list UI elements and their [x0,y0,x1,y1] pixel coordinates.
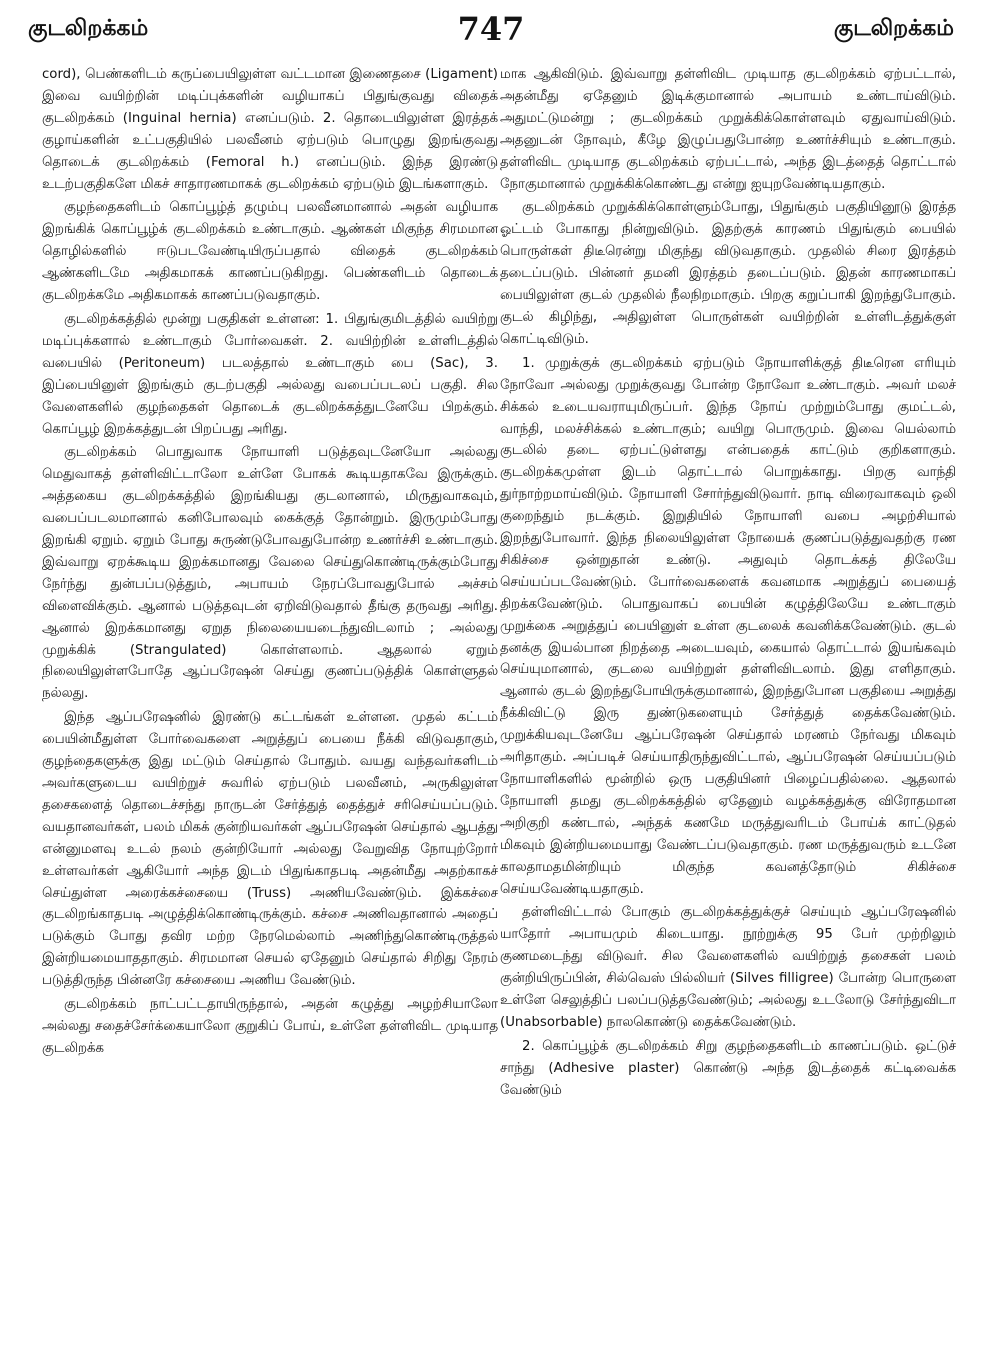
page-number: 747 [457,10,525,48]
paragraph: 1. முறுக்குக் குடலிறக்கம் ஏற்படும் நோயாளிக்குத் திடீரென எரியும் நோவோ அல்லது முறுக்குவது போன்ற நோவோ உண்டாகும். அவர் மலச் சிக்கல் உடையவராயுமிருப்பர். இந்த நோய் முற்றும்போது குமட்டல், வாந்தி, மலச்சிக்கல் உண்டாகும்; வயிறு பொருமும். இவை யெல்லாம் குடலில் தடை ஏற்பட்டுள்ளது என்பதைக் காட்டும் குறிகளாகும். குடலிறக்கமுள்ள இடம் தொட்டால் பொறுக்காது. பிறகு வாந்தி துர்நாற்றமாய்விடும். நோயாளி சோர்ந்துவிடுவார். நாடி விரைவாகவும் ஒலி குறைந்தும் நடக்கும். இறுதியில் நோயாளி வபை அழற்சியால் இறந்துபோவார். இந்த நிலையிலுள்ள நோயைக் குணப்படுத்துவதற்கு ரண சிகிச்சை ஒன்றுதான் உண்டு. அதுவும் தொடக்கத் திலேயே செய்யப்படவேண்டும். போர்வைகளைக் கவனமாக அறுத்துப் பையைத் திறக்கவேண்டும். பொதுவாகப் பையின் கழுத்திலேயே உண்டாகும் முறுக்கை அறுத்துப் பையினுள் உள்ள குடலைக் கவனிக்கவேண்டும். குடல் தனக்கு இயல்பான நிறத்தை அடையவும், கையால் தொட்டால் இயங்கவும் செய்யுமானால், குடலை வயிற்றுள் தள்ளிவிடலாம். இது எளிதாகும். ஆனால் குடல் இறந்துபோயிருக்குமானால், இறந்துபோன பகுதியை அறுத்து நீக்கிவிட்டு இரு துண்டுகளையும் சேர்த்துத் தைக்கவேண்டும். முறுக்கியவுடனேயே ஆப்பரேஷன் செய்தால் மரணம் நேர்வது மிகவும் அரிதாகும். அப்படிச் செய்யாதிருந்துவிட்டால், ஆப்பரேஷன் செய்யப்படும் நோயாளிகளில் மூன்றில் ஒரு பகுதியினர் பிழைப்பதில்லை. ஆதலால் நோயாளி தமது குடலிறக்கத்தில் ஏதேனும் வழக்கத்துக்கு விரோதமான அறிகுறி கண்டால், அந்தக் கணமே மருத்துவரிடம் போய்க் காட்டுதல் மிகவும் இன்றியமையாது வேண்டப்படுவதாகும். ரண மருத்துவரும் உடனே காலதாமதமின்றியும் மிகுந்த கவனத்தோடும் சிகிச்சை செய்யவேண்டியதாகும். [500,355,956,897]
paragraph: cord), பெண்களிடம் கருப்பையிலுள்ள வட்டமான இணைதசை (Ligament) இவை வயிற்றின் மடிப்புக்களின் வழியாகப் பிதுங்குவது விதைக் குடலிறக்கம் (Inguinal hernia) எனப்படும். 2. தொடையிலுள்ள இரத்தக் குழாய்களின் உட்பகுதியில் பலவீனம் ஏற்படும் பொழுது இறங்குவது தொடைக் குடலிறக்கம் (Femoral h.) எனப்படும். இந்த இரண்டு உடற்பகுதிகளே மிகச் சாதாரணமாகக் குடலிறக்கம் ஏற்படும் இடங்களாகும். [42,67,498,192]
paragraph: மாக ஆகிவிடும். இவ்வாறு தள்ளிவிட முடியாத குடலிறக்கம் ஏற்பட்டால், அதன்மீது ஏதேனும் இடிக்குமானால் அபாயம் உண்டாய்விடும். அதுமட்டுமன்று ; குடலிறக்கம் முறுக்கிக்கொள்ளவும் ஏதுவாய்விடும். அதனுடன் நோவும், கீழே இழுப்பதுபோன்ற உணர்ச்சியும் உண்டாகும். தள்ளிவிட முடியாத குடலிறக்கம் ஏற்பட்டால், அந்த இடத்தைத் தொட்டால் நோகுமானால் முறுக்கிக்கொண்டது என்று ஐயுறவேண்டியதாகும். [500,67,956,192]
right-column [500,64,956,1354]
paragraph: குடலிறக்கத்தில் மூன்று பகுதிகள் உள்ளன: 1. பிதுங்குமிடத்தில் வயிற்று மடிப்புக்களால் உண்டாகும் போர்வைகள். 2. வயிற்றின் உள்ளிடத்தில் வபையில் (Peritoneum) படலத்தால் உண்டாகும் பை (Sac), 3. இப்பையினுள் இறங்கும் குடற்பகுதி அல்லது வபைப்படலப் பகுதி. சில வேளைகளில் குழந்தைகள் தொடைக் குடலிறக்கத்துடனேயே பிறக்கும். கொப்பூழ் இறக்கத்துடன் பிறப்பது அரிது. [42,311,498,437]
paragraph: தள்ளிவிட்டால் போகும் குடலிறக்கத்துக்குச் செய்யும் ஆப்பரேஷனில் யாதோர் அபாயமும் கிடையாது. நூற்றுக்கு 95 பேர் முற்றிலும் குணமடைந்து விடுவர். சில வேளைகளில் வயிற்றுத் தசைகள் பலம் குன்றியிருப்பின், சில்வெஸ் பில்லியர் (Silves filligree) போன்ற பொருளை உள்ளே செலுத்திப் பலப்படுத்தவேண்டும்; அல்லது உடலோடு சேர்ந்துவிடா (Unabsorbable) நாலகொண்டு தைக்கவேண்டும். [500,905,956,1030]
paragraph: குடலிறக்கம் நாட்பட்டதாயிருந்தால், அதன் கழுத்து அழற்சியாலோ அல்லது சதைச்சேர்க்கையாலோ குறுகிப் போய், உள்ளே தள்ளிவிட முடியாத குடலிறக்க [42,997,498,1056]
paragraph: குடலிறக்கம் முறுக்கிக்கொள்ளும்போது, பிதுங்கும் பகுதியினூடு இரத்த ஓட்டம் போகாது நின்றுவிடும். இதற்குக் காரணம் பிதுங்கும் பையில் பொருள்கள் திடீரென்று மிகுந்து விடுவதாகும். முதலில் சிரை இரத்தம் தடைப்படும். பின்னர் தமனி இரத்தம் தடைப்படும். இதன் காரணமாகப் பையிலுள்ள குடல் முதலில் நீலநிறமாகும். பிறகு கறுப்பாகி இறந்துபோகும். குடல் கிழிந்து, அதிலுள்ள பொருள்கள் வயிற்றின் உள்ளிடத்துக்குள் கொட்டிவிடும். [500,200,956,347]
running-title-right: குடலிறக்கம் [833,16,954,41]
paragraph: குழந்தைகளிடம் கொப்பூழ்த் தழும்பு பலவீனமானால் அதன் வழியாக இறங்கிக் கொப்பூழ்க் குடலிறக்கம் உண்டாகும். ஆண்கள் மிகுந்த சிரமமான தொழில்களில் ஈடுபடவேண்டியிருப்பதால் விதைக் குடலிறக்கம் ஆண்களிடமே அதிகமாகக் காணப்படுகிறது. பெண்களிடம் தொடைக் குடலிறக்கமே அதிகமாகக் காணப்படுவதாகும். [42,200,498,304]
paragraph: 2. கொப்பூழ்க் குடலிறக்கம் சிறு குழந்தைகளிடம் காணப்படும். ஒட்டுச் சாந்து (Adhesive plaster) கொண்டு அந்த இடத்தைக் கட்டிவைக்க வேண்டும் [500,1038,956,1098]
page-header [20,10,962,58]
running-title-left: குடலிறக்கம் [28,16,149,41]
paragraph: குடலிறக்கம் பொதுவாக நோயாளி படுத்தவுடனேயோ அல்லது மெதுவாகத் தள்ளிவிட்டாலோ உள்ளே போகக் கூடியதாகவே இருக்கும். அத்தகைய குடலிறக்கத்தில் இறங்கியது குடலானால், மிருதுவாகவும், வபைப்படலமானால் கனிபோலவும் கைக்குத் தோன்றும். இருமும்போது இறங்கி ஏறும். ஏறும் போது சுருண்டுபோவதுபோன்ற உணர்ச்சி உண்டாகும். இவ்வாறு ஏறக்கூடிய இறக்கமானது வேலை செய்துகொண்டிருக்கும்போது நேர்ந்து துன்பப்படுத்தும், அபாயம் நேரப்போவதுபோல் அச்சம் விளைவிக்கும். ஆனால் படுத்தவுடன் ஏறிவிடுவதால் தீங்கு தருவது அரிது. ஆனால் இறக்கமானது ஏறுத நிலையையடைந்துவிடலாம் ; அல்லது முறுக்கிக் (Strangulated) கொள்ளலாம். ஆதலால் ஏறும் நிலையிலுள்ளபோதே ஆப்பரேஷன் செய்து குணப்படுத்திக் கொள்ளுதல் நல்லது. [42,445,498,702]
left-column [42,64,498,1354]
paragraph: இந்த ஆப்பரேஷனில் இரண்டு கட்டங்கள் உள்ளன. முதல் கட்டம் பையின்மீதுள்ள போர்வைகளை அறுத்துப் பையை நீக்கி விடுவதாகும், குழந்தைகளுக்கு இது மட்டும் செய்தால் போதும். வயது வந்தவர்களிடம் அவர்களுடைய வயிற்றுச் சுவரில் ஏற்படும் பலவீனம், அருகிலுள்ள தசைகளைத் தொடைச்சந்து நாருடன் சேர்த்துத் தைத்துச் சரிசெய்யப்படும். வயதானவர்கள், பலம் மிகக் குன்றியவர்கள் ஆப்பரேஷன் செய்தால் ஆபத்து என்னுமளவு உடல் நலம் குன்றியோர் அல்லது வேறுவித நோயுற்றோர் உள்ளவர்கள் ஆகியோர் அந்த இடம் பிதுங்காதபடி அதன்மீது அதற்காகச் செய்துள்ள அரைக்கச்சையை (Truss) அணியவேண்டும். இக்கச்சை குடலிறங்காதபடி அழுத்திக்கொண்டிருக்கும். கச்சை அணிவதானால் அதைப் படுக்கும் போது தவிர மற்ற நேரமெல்லாம் அணிந்துகொண்டிருத்தல் இன்றியமையாததாகும். சிரமமான செயல் ஏதேனும் செய்தால் சிறிது நேரம் படுத்திருந்த பின்னரே கச்சையை அணிய வேண்டும். [42,710,498,989]
